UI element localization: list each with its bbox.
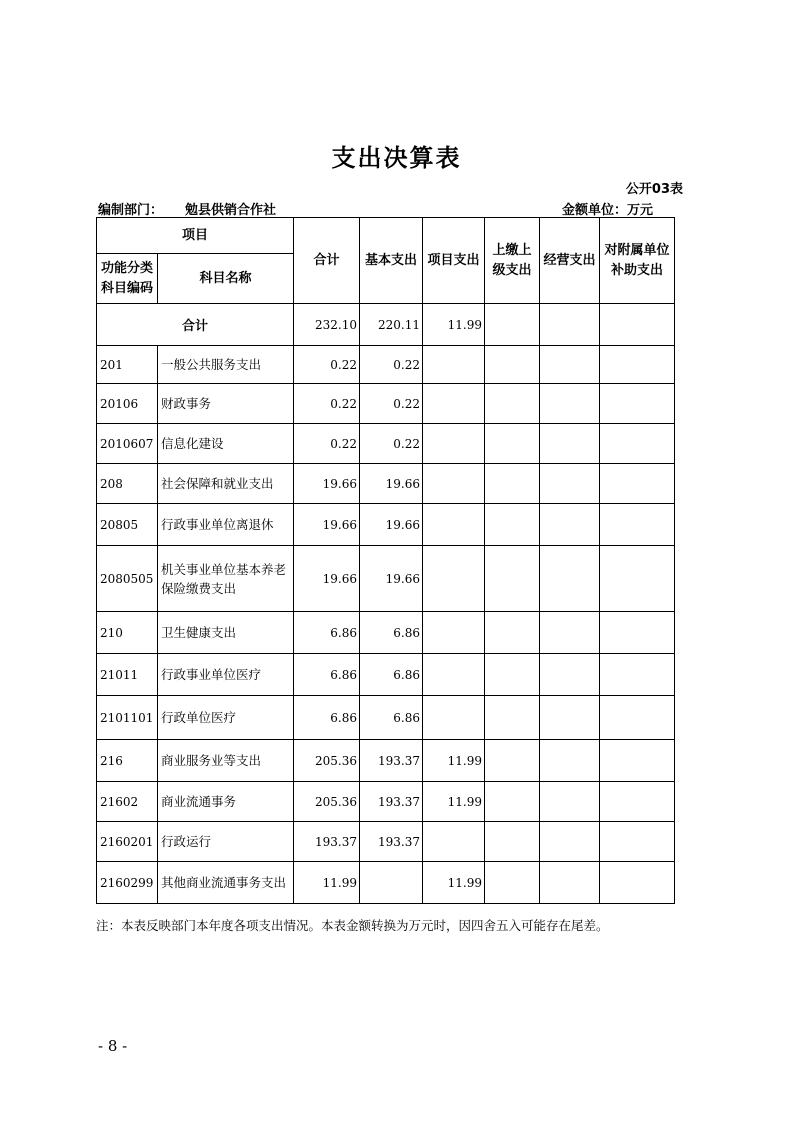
subject-code: 216 bbox=[97, 740, 158, 782]
row-upper bbox=[485, 654, 540, 696]
row-total: 19.66 bbox=[294, 464, 360, 504]
row-subsidy bbox=[600, 654, 675, 696]
page-number: - 8 - bbox=[98, 1037, 128, 1055]
form-number: 公开03表 bbox=[625, 182, 683, 197]
row-operating bbox=[540, 654, 600, 696]
row-project: 11.99 bbox=[423, 782, 485, 822]
row-project bbox=[423, 464, 485, 504]
row-basic: 19.66 bbox=[360, 464, 423, 504]
subject-code: 210 bbox=[97, 612, 158, 654]
header-project: 项目 bbox=[97, 218, 294, 254]
row-basic: 0.22 bbox=[360, 384, 423, 424]
row-subsidy bbox=[600, 740, 675, 782]
subject-name: 行政运行 bbox=[158, 822, 294, 862]
row-operating bbox=[540, 546, 600, 612]
header-code: 功能分类科目编码 bbox=[97, 254, 158, 304]
row-operating bbox=[540, 346, 600, 384]
row-operating bbox=[540, 464, 600, 504]
row-operating bbox=[540, 612, 600, 654]
row-project bbox=[423, 346, 485, 384]
row-subsidy bbox=[600, 504, 675, 546]
subject-name: 一般公共服务支出 bbox=[158, 346, 294, 384]
expenditure-table bbox=[96, 217, 675, 904]
table-row bbox=[97, 464, 675, 504]
row-basic: 193.37 bbox=[360, 822, 423, 862]
row-upper bbox=[485, 740, 540, 782]
row-total: 205.36 bbox=[294, 740, 360, 782]
row-upper bbox=[485, 696, 540, 740]
row-upper bbox=[485, 464, 540, 504]
row-upper bbox=[485, 346, 540, 384]
row-project bbox=[423, 546, 485, 612]
subject-code: 2160299 bbox=[97, 862, 158, 904]
row-project bbox=[423, 424, 485, 464]
amount-unit: 金额单位：万元 bbox=[561, 203, 653, 218]
table-row bbox=[97, 654, 675, 696]
subject-code: 2101101 bbox=[97, 696, 158, 740]
row-project bbox=[423, 504, 485, 546]
header-total: 合计 bbox=[294, 218, 360, 304]
row-upper bbox=[485, 612, 540, 654]
total-label: 合计 bbox=[97, 304, 294, 346]
subject-code: 208 bbox=[97, 464, 158, 504]
total-project: 11.99 bbox=[423, 304, 485, 346]
row-total: 0.22 bbox=[294, 424, 360, 464]
row-basic: 193.37 bbox=[360, 782, 423, 822]
row-project: 11.99 bbox=[423, 862, 485, 904]
header-operating: 经营支出 bbox=[540, 218, 600, 304]
total-total: 232.10 bbox=[294, 304, 360, 346]
header-subsidy: 对附属单位补助支出 bbox=[600, 218, 675, 304]
row-project bbox=[423, 612, 485, 654]
row-total: 11.99 bbox=[294, 862, 360, 904]
subject-name: 信息化建设 bbox=[158, 424, 294, 464]
table-row bbox=[97, 546, 675, 612]
row-total: 205.36 bbox=[294, 782, 360, 822]
row-upper bbox=[485, 782, 540, 822]
page-title: 支出决算表 bbox=[331, 144, 462, 172]
row-subsidy bbox=[600, 696, 675, 740]
subject-name: 行政事业单位医疗 bbox=[158, 654, 294, 696]
row-project bbox=[423, 822, 485, 862]
header-basic: 基本支出 bbox=[360, 218, 423, 304]
subject-name: 行政单位医疗 bbox=[158, 696, 294, 740]
subject-code: 20805 bbox=[97, 504, 158, 546]
row-operating bbox=[540, 696, 600, 740]
row-upper bbox=[485, 504, 540, 546]
row-basic: 19.66 bbox=[360, 546, 423, 612]
subject-code: 2080505 bbox=[97, 546, 158, 612]
row-subsidy bbox=[600, 782, 675, 822]
table-row bbox=[97, 504, 675, 546]
table-row bbox=[97, 822, 675, 862]
row-upper bbox=[485, 822, 540, 862]
subject-code: 2160201 bbox=[97, 822, 158, 862]
row-basic: 0.22 bbox=[360, 346, 423, 384]
table-row bbox=[97, 862, 675, 904]
row-total: 193.37 bbox=[294, 822, 360, 862]
row-operating bbox=[540, 740, 600, 782]
row-total: 6.86 bbox=[294, 696, 360, 740]
row-upper bbox=[485, 384, 540, 424]
table-row bbox=[97, 740, 675, 782]
row-total: 0.22 bbox=[294, 384, 360, 424]
row-operating bbox=[540, 384, 600, 424]
table-row bbox=[97, 696, 675, 740]
row-operating bbox=[540, 862, 600, 904]
subject-code: 21602 bbox=[97, 782, 158, 822]
table-row bbox=[97, 346, 675, 384]
row-upper bbox=[485, 546, 540, 612]
row-subsidy bbox=[600, 464, 675, 504]
subject-code: 20106 bbox=[97, 384, 158, 424]
subject-code: 21011 bbox=[97, 654, 158, 696]
subject-name: 商业流通事务 bbox=[158, 782, 294, 822]
row-basic: 6.86 bbox=[360, 654, 423, 696]
table-row bbox=[97, 782, 675, 822]
row-subsidy bbox=[600, 384, 675, 424]
header-name: 科目名称 bbox=[158, 254, 294, 304]
table-row bbox=[97, 612, 675, 654]
row-subsidy bbox=[600, 862, 675, 904]
row-basic: 6.86 bbox=[360, 696, 423, 740]
header-project-expenditure: 项目支出 bbox=[423, 218, 485, 304]
row-total: 19.66 bbox=[294, 504, 360, 546]
subject-code: 2010607 bbox=[97, 424, 158, 464]
row-total: 19.66 bbox=[294, 546, 360, 612]
row-project: 11.99 bbox=[423, 740, 485, 782]
subject-name: 卫生健康支出 bbox=[158, 612, 294, 654]
row-upper bbox=[485, 424, 540, 464]
row-operating bbox=[540, 782, 600, 822]
department-value: 勉县供销合作社 bbox=[185, 203, 277, 218]
row-operating bbox=[540, 424, 600, 464]
row-basic bbox=[360, 862, 423, 904]
total-row bbox=[97, 304, 675, 346]
row-basic: 19.66 bbox=[360, 504, 423, 546]
subject-name: 社会保障和就业支出 bbox=[158, 464, 294, 504]
row-total: 6.86 bbox=[294, 654, 360, 696]
header-upper: 上缴上级支出 bbox=[485, 218, 540, 304]
row-project bbox=[423, 654, 485, 696]
total-basic: 220.11 bbox=[360, 304, 423, 346]
row-total: 0.22 bbox=[294, 346, 360, 384]
row-subsidy bbox=[600, 822, 675, 862]
subject-name: 行政事业单位离退休 bbox=[158, 504, 294, 546]
row-operating bbox=[540, 822, 600, 862]
row-operating bbox=[540, 504, 600, 546]
row-basic: 6.86 bbox=[360, 612, 423, 654]
row-project bbox=[423, 696, 485, 740]
subject-code: 201 bbox=[97, 346, 158, 384]
row-subsidy bbox=[600, 546, 675, 612]
row-project bbox=[423, 384, 485, 424]
row-subsidy bbox=[600, 424, 675, 464]
department bbox=[98, 199, 276, 218]
table-row bbox=[97, 384, 675, 424]
subject-name: 机关事业单位基本养老保险缴费支出 bbox=[158, 546, 294, 612]
subject-name: 其他商业流通事务支出 bbox=[158, 862, 294, 904]
footnote: 注：本表反映部门本年度各项支出情况。本表金额转换为万元时，因四舍五入可能存在尾差。 bbox=[96, 918, 609, 933]
row-total: 6.86 bbox=[294, 612, 360, 654]
row-upper bbox=[485, 862, 540, 904]
subject-name: 财政事务 bbox=[158, 384, 294, 424]
subject-name: 商业服务业等支出 bbox=[158, 740, 294, 782]
row-basic: 0.22 bbox=[360, 424, 423, 464]
department-label: 编制部门： bbox=[98, 203, 164, 218]
row-basic: 193.37 bbox=[360, 740, 423, 782]
table-row bbox=[97, 424, 675, 464]
row-subsidy bbox=[600, 346, 675, 384]
row-subsidy bbox=[600, 612, 675, 654]
